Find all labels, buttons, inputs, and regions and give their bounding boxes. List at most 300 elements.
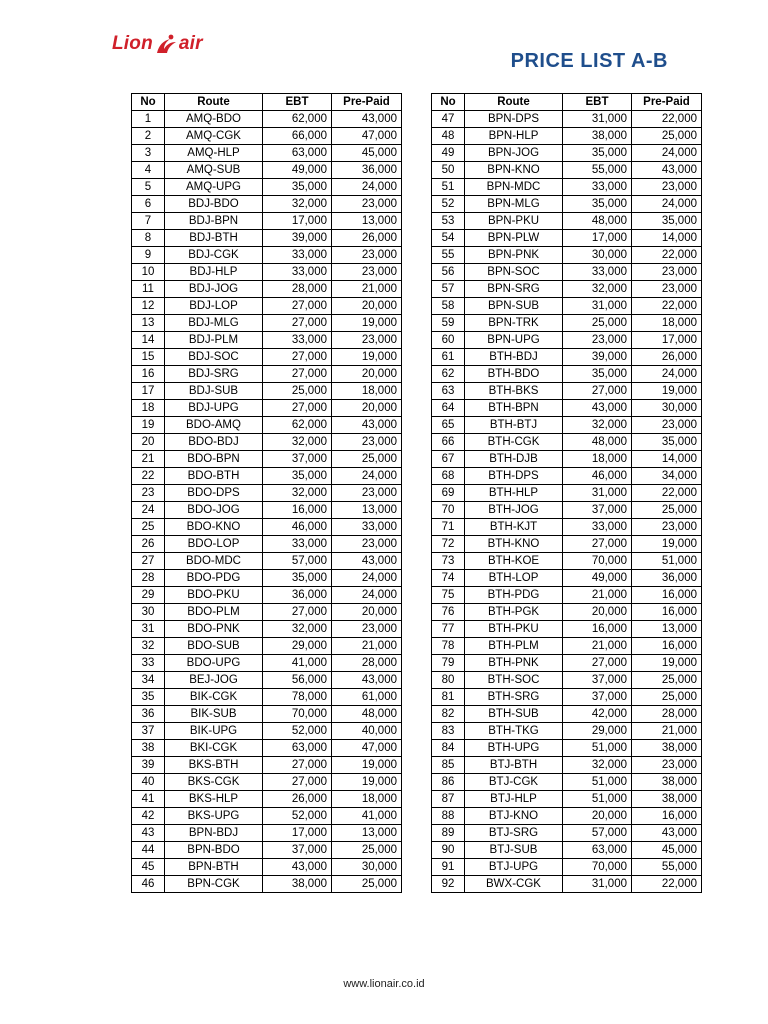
cell-route: BDJ-SOC [165, 349, 263, 366]
header-route: Route [465, 94, 563, 111]
cell-ebt: 43,000 [563, 400, 632, 417]
table-row [132, 128, 402, 145]
cell-no: 47 [432, 111, 465, 128]
cell-route: BPN-CGK [165, 876, 263, 893]
table-row [432, 876, 702, 893]
table-row [432, 451, 702, 468]
cell-route: BTH-BDJ [465, 349, 563, 366]
cell-route: BDO-LOP [165, 536, 263, 553]
cell-ebt: 27,000 [563, 383, 632, 400]
table-row [432, 400, 702, 417]
cell-no: 30 [132, 604, 165, 621]
cell-ebt: 23,000 [563, 332, 632, 349]
header-ebt: EBT [563, 94, 632, 111]
table-row [132, 876, 402, 893]
cell-ebt: 48,000 [563, 213, 632, 230]
cell-prepaid: 19,000 [332, 315, 402, 332]
cell-prepaid: 21,000 [632, 723, 702, 740]
cell-route: BDJ-BDO [165, 196, 263, 213]
cell-route: BTH-TKG [465, 723, 563, 740]
cell-prepaid: 19,000 [632, 536, 702, 553]
cell-ebt: 70,000 [563, 859, 632, 876]
cell-ebt: 33,000 [263, 536, 332, 553]
cell-route: BTJ-SRG [465, 825, 563, 842]
cell-ebt: 35,000 [263, 468, 332, 485]
cell-route: BTH-SRG [465, 689, 563, 706]
cell-no: 32 [132, 638, 165, 655]
table-row [432, 604, 702, 621]
table-row [432, 655, 702, 672]
cell-prepaid: 21,000 [332, 638, 402, 655]
cell-prepaid: 23,000 [332, 247, 402, 264]
cell-prepaid: 25,000 [332, 842, 402, 859]
cell-route: BPN-SRG [465, 281, 563, 298]
cell-route: BDJ-PLM [165, 332, 263, 349]
cell-ebt: 20,000 [563, 604, 632, 621]
cell-ebt: 37,000 [563, 502, 632, 519]
cell-ebt: 27,000 [263, 298, 332, 315]
cell-ebt: 70,000 [263, 706, 332, 723]
cell-no: 55 [432, 247, 465, 264]
table-row [432, 553, 702, 570]
cell-no: 54 [432, 230, 465, 247]
cell-ebt: 39,000 [263, 230, 332, 247]
cell-no: 78 [432, 638, 465, 655]
cell-ebt: 32,000 [263, 621, 332, 638]
cell-no: 72 [432, 536, 465, 553]
cell-ebt: 28,000 [263, 281, 332, 298]
table-row [432, 791, 702, 808]
cell-prepaid: 47,000 [332, 128, 402, 145]
cell-no: 74 [432, 570, 465, 587]
cell-ebt: 17,000 [563, 230, 632, 247]
table-row [132, 672, 402, 689]
cell-prepaid: 24,000 [332, 587, 402, 604]
cell-ebt: 52,000 [263, 723, 332, 740]
cell-ebt: 33,000 [563, 179, 632, 196]
cell-route: AMQ-HLP [165, 145, 263, 162]
cell-route: BTH-PNK [465, 655, 563, 672]
table-row [432, 672, 702, 689]
table-row [432, 774, 702, 791]
cell-ebt: 78,000 [263, 689, 332, 706]
table-row [132, 604, 402, 621]
table-row [132, 638, 402, 655]
cell-ebt: 51,000 [563, 774, 632, 791]
table-row [132, 264, 402, 281]
cell-route: BTH-BPN [465, 400, 563, 417]
cell-ebt: 27,000 [263, 604, 332, 621]
cell-prepaid: 23,000 [632, 179, 702, 196]
cell-ebt: 20,000 [563, 808, 632, 825]
cell-route: BTH-PLM [465, 638, 563, 655]
cell-ebt: 27,000 [263, 757, 332, 774]
cell-no: 13 [132, 315, 165, 332]
cell-ebt: 33,000 [263, 332, 332, 349]
table-row [432, 383, 702, 400]
table-row [432, 706, 702, 723]
cell-route: BKS-BTH [165, 757, 263, 774]
logo-text-air: air [178, 33, 203, 54]
cell-ebt: 33,000 [563, 519, 632, 536]
table-row [432, 315, 702, 332]
table-row [432, 145, 702, 162]
table-row [132, 247, 402, 264]
cell-no: 88 [432, 808, 465, 825]
cell-prepaid: 19,000 [632, 383, 702, 400]
cell-prepaid: 28,000 [632, 706, 702, 723]
table-row [132, 281, 402, 298]
table-row [132, 349, 402, 366]
cell-route: BTH-UPG [465, 740, 563, 757]
cell-no: 76 [432, 604, 465, 621]
cell-route: BPN-PKU [465, 213, 563, 230]
price-table-right [431, 93, 702, 893]
cell-route: AMQ-SUB [165, 162, 263, 179]
cell-ebt: 63,000 [263, 740, 332, 757]
cell-no: 80 [432, 672, 465, 689]
page-title: PRICE LIST A-B [510, 50, 668, 72]
cell-ebt: 30,000 [563, 247, 632, 264]
cell-no: 60 [432, 332, 465, 349]
cell-prepaid: 25,000 [632, 689, 702, 706]
table-row [132, 621, 402, 638]
table-row [432, 502, 702, 519]
table-row [432, 434, 702, 451]
cell-prepaid: 18,000 [332, 383, 402, 400]
cell-prepaid: 33,000 [332, 519, 402, 536]
table-row [132, 859, 402, 876]
table-row [432, 281, 702, 298]
cell-no: 19 [132, 417, 165, 434]
cell-route: BPN-MDC [465, 179, 563, 196]
cell-no: 59 [432, 315, 465, 332]
cell-ebt: 33,000 [563, 264, 632, 281]
cell-ebt: 49,000 [563, 570, 632, 587]
table-row [432, 196, 702, 213]
cell-ebt: 55,000 [563, 162, 632, 179]
cell-no: 24 [132, 502, 165, 519]
cell-no: 92 [432, 876, 465, 893]
cell-prepaid: 20,000 [332, 298, 402, 315]
cell-route: BDO-PLM [165, 604, 263, 621]
cell-route: BIK-UPG [165, 723, 263, 740]
cell-no: 44 [132, 842, 165, 859]
cell-prepaid: 23,000 [332, 485, 402, 502]
cell-prepaid: 25,000 [332, 451, 402, 468]
cell-prepaid: 43,000 [332, 417, 402, 434]
table-row [432, 213, 702, 230]
cell-route: BPN-PNK [465, 247, 563, 264]
cell-no: 87 [432, 791, 465, 808]
cell-route: BPN-SOC [465, 264, 563, 281]
cell-no: 31 [132, 621, 165, 638]
footer-website: www.lionair.co.id [343, 978, 425, 990]
cell-prepaid: 45,000 [332, 145, 402, 162]
cell-ebt: 56,000 [263, 672, 332, 689]
cell-prepaid: 25,000 [632, 502, 702, 519]
cell-route: BTJ-SUB [465, 842, 563, 859]
cell-no: 1 [132, 111, 165, 128]
cell-ebt: 16,000 [563, 621, 632, 638]
cell-route: BDO-SUB [165, 638, 263, 655]
cell-prepaid: 25,000 [332, 876, 402, 893]
table-row [432, 689, 702, 706]
cell-no: 58 [432, 298, 465, 315]
cell-ebt: 37,000 [563, 689, 632, 706]
cell-ebt: 32,000 [563, 281, 632, 298]
header-route: Route [165, 94, 263, 111]
cell-ebt: 35,000 [563, 145, 632, 162]
table-row [132, 417, 402, 434]
cell-no: 16 [132, 366, 165, 383]
cell-no: 65 [432, 417, 465, 434]
cell-prepaid: 41,000 [332, 808, 402, 825]
cell-no: 49 [432, 145, 465, 162]
cell-prepaid: 22,000 [632, 876, 702, 893]
cell-route: BKI-CGK [165, 740, 263, 757]
cell-prepaid: 48,000 [332, 706, 402, 723]
cell-prepaid: 47,000 [332, 740, 402, 757]
cell-route: BKS-UPG [165, 808, 263, 825]
cell-ebt: 27,000 [563, 536, 632, 553]
table-row [432, 536, 702, 553]
cell-route: BDO-PNK [165, 621, 263, 638]
cell-ebt: 31,000 [563, 485, 632, 502]
cell-prepaid: 38,000 [632, 774, 702, 791]
cell-no: 89 [432, 825, 465, 842]
cell-route: BPN-BDJ [165, 825, 263, 842]
cell-route: BDO-DPS [165, 485, 263, 502]
cell-no: 64 [432, 400, 465, 417]
cell-prepaid: 13,000 [332, 825, 402, 842]
cell-ebt: 32,000 [263, 196, 332, 213]
cell-ebt: 29,000 [263, 638, 332, 655]
cell-ebt: 27,000 [263, 315, 332, 332]
cell-ebt: 17,000 [263, 825, 332, 842]
cell-prepaid: 23,000 [332, 196, 402, 213]
cell-no: 40 [132, 774, 165, 791]
cell-prepaid: 23,000 [332, 332, 402, 349]
cell-no: 22 [132, 468, 165, 485]
table-row [132, 383, 402, 400]
cell-route: BDO-AMQ [165, 417, 263, 434]
cell-no: 43 [132, 825, 165, 842]
table-row [432, 842, 702, 859]
cell-ebt: 35,000 [263, 179, 332, 196]
table-row [132, 468, 402, 485]
cell-route: BDJ-UPG [165, 400, 263, 417]
cell-prepaid: 23,000 [332, 264, 402, 281]
price-table-left [131, 93, 402, 893]
cell-ebt: 27,000 [263, 366, 332, 383]
cell-route: BDJ-JOG [165, 281, 263, 298]
cell-ebt: 32,000 [563, 417, 632, 434]
cell-prepaid: 23,000 [632, 757, 702, 774]
cell-prepaid: 38,000 [632, 740, 702, 757]
cell-route: BTJ-BTH [465, 757, 563, 774]
cell-prepaid: 14,000 [632, 230, 702, 247]
cell-ebt: 62,000 [263, 417, 332, 434]
cell-no: 61 [432, 349, 465, 366]
cell-no: 15 [132, 349, 165, 366]
cell-ebt: 33,000 [263, 247, 332, 264]
table-row [132, 485, 402, 502]
cell-ebt: 37,000 [263, 451, 332, 468]
cell-prepaid: 23,000 [632, 417, 702, 434]
cell-no: 81 [432, 689, 465, 706]
table-row [432, 417, 702, 434]
table-row [432, 468, 702, 485]
cell-no: 38 [132, 740, 165, 757]
cell-route: BTJ-CGK [465, 774, 563, 791]
cell-no: 9 [132, 247, 165, 264]
cell-no: 46 [132, 876, 165, 893]
cell-ebt: 46,000 [263, 519, 332, 536]
cell-no: 5 [132, 179, 165, 196]
table-row [432, 757, 702, 774]
table-row [432, 808, 702, 825]
table-row [132, 502, 402, 519]
cell-prepaid: 23,000 [332, 434, 402, 451]
cell-route: BPN-PLW [465, 230, 563, 247]
cell-route: BTH-HLP [465, 485, 563, 502]
cell-ebt: 27,000 [263, 349, 332, 366]
table-row [132, 774, 402, 791]
cell-route: BTH-BKS [465, 383, 563, 400]
cell-route: BDO-KNO [165, 519, 263, 536]
table-row [132, 196, 402, 213]
cell-prepaid: 23,000 [332, 536, 402, 553]
table-row [132, 655, 402, 672]
cell-prepaid: 24,000 [332, 179, 402, 196]
cell-route: BTH-DPS [465, 468, 563, 485]
cell-ebt: 38,000 [263, 876, 332, 893]
cell-ebt: 18,000 [563, 451, 632, 468]
cell-route: BDJ-BTH [165, 230, 263, 247]
cell-route: BKS-HLP [165, 791, 263, 808]
cell-no: 56 [432, 264, 465, 281]
cell-no: 23 [132, 485, 165, 502]
cell-ebt: 39,000 [563, 349, 632, 366]
cell-ebt: 38,000 [563, 128, 632, 145]
cell-no: 67 [432, 451, 465, 468]
cell-no: 42 [132, 808, 165, 825]
cell-prepaid: 16,000 [632, 638, 702, 655]
cell-prepaid: 20,000 [332, 604, 402, 621]
table-row [132, 689, 402, 706]
cell-route: BTJ-KNO [465, 808, 563, 825]
table-row [132, 536, 402, 553]
cell-prepaid: 14,000 [632, 451, 702, 468]
cell-no: 29 [132, 587, 165, 604]
cell-route: BWX-CGK [465, 876, 563, 893]
cell-route: BTJ-HLP [465, 791, 563, 808]
cell-prepaid: 22,000 [632, 111, 702, 128]
cell-prepaid: 19,000 [632, 655, 702, 672]
cell-route: BTH-DJB [465, 451, 563, 468]
cell-prepaid: 18,000 [332, 791, 402, 808]
cell-ebt: 21,000 [563, 638, 632, 655]
cell-route: BTH-KNO [465, 536, 563, 553]
header-prepaid: Pre-Paid [632, 94, 702, 111]
cell-prepaid: 55,000 [632, 859, 702, 876]
cell-no: 62 [432, 366, 465, 383]
cell-prepaid: 30,000 [632, 400, 702, 417]
table-row [132, 842, 402, 859]
cell-ebt: 35,000 [263, 570, 332, 587]
cell-route: BPN-KNO [465, 162, 563, 179]
cell-ebt: 57,000 [563, 825, 632, 842]
lion-wing-icon [154, 33, 178, 55]
cell-no: 75 [432, 587, 465, 604]
cell-route: BDJ-BPN [165, 213, 263, 230]
cell-prepaid: 25,000 [632, 128, 702, 145]
table-row [132, 451, 402, 468]
cell-no: 90 [432, 842, 465, 859]
table-row [132, 111, 402, 128]
table-row [432, 179, 702, 196]
cell-ebt: 49,000 [263, 162, 332, 179]
cell-ebt: 36,000 [263, 587, 332, 604]
cell-no: 77 [432, 621, 465, 638]
cell-route: BPN-UPG [465, 332, 563, 349]
cell-ebt: 27,000 [563, 655, 632, 672]
table-row [432, 332, 702, 349]
cell-ebt: 62,000 [263, 111, 332, 128]
cell-ebt: 43,000 [263, 859, 332, 876]
cell-no: 4 [132, 162, 165, 179]
cell-ebt: 31,000 [563, 111, 632, 128]
cell-route: BTH-SOC [465, 672, 563, 689]
cell-no: 48 [432, 128, 465, 145]
cell-prepaid: 35,000 [632, 213, 702, 230]
cell-prepaid: 61,000 [332, 689, 402, 706]
table-row [432, 366, 702, 383]
table-row [432, 621, 702, 638]
cell-no: 63 [432, 383, 465, 400]
cell-route: BDJ-LOP [165, 298, 263, 315]
cell-ebt: 35,000 [563, 196, 632, 213]
cell-ebt: 35,000 [563, 366, 632, 383]
cell-route: BTH-PKU [465, 621, 563, 638]
cell-prepaid: 20,000 [332, 400, 402, 417]
table-row [432, 230, 702, 247]
table-row [132, 706, 402, 723]
cell-ebt: 70,000 [563, 553, 632, 570]
table-row [432, 570, 702, 587]
header-no: No [132, 94, 165, 111]
cell-prepaid: 24,000 [632, 145, 702, 162]
cell-route: BPN-MLG [465, 196, 563, 213]
table-row [132, 434, 402, 451]
cell-ebt: 51,000 [563, 740, 632, 757]
cell-route: BDO-PKU [165, 587, 263, 604]
cell-prepaid: 23,000 [632, 281, 702, 298]
cell-route: BIK-SUB [165, 706, 263, 723]
cell-ebt: 63,000 [263, 145, 332, 162]
cell-no: 70 [432, 502, 465, 519]
cell-ebt: 27,000 [263, 400, 332, 417]
cell-route: BDJ-MLG [165, 315, 263, 332]
table-row [432, 485, 702, 502]
cell-ebt: 37,000 [263, 842, 332, 859]
cell-route: BIK-CGK [165, 689, 263, 706]
cell-prepaid: 36,000 [332, 162, 402, 179]
cell-no: 71 [432, 519, 465, 536]
table-row [432, 247, 702, 264]
table-row [132, 179, 402, 196]
